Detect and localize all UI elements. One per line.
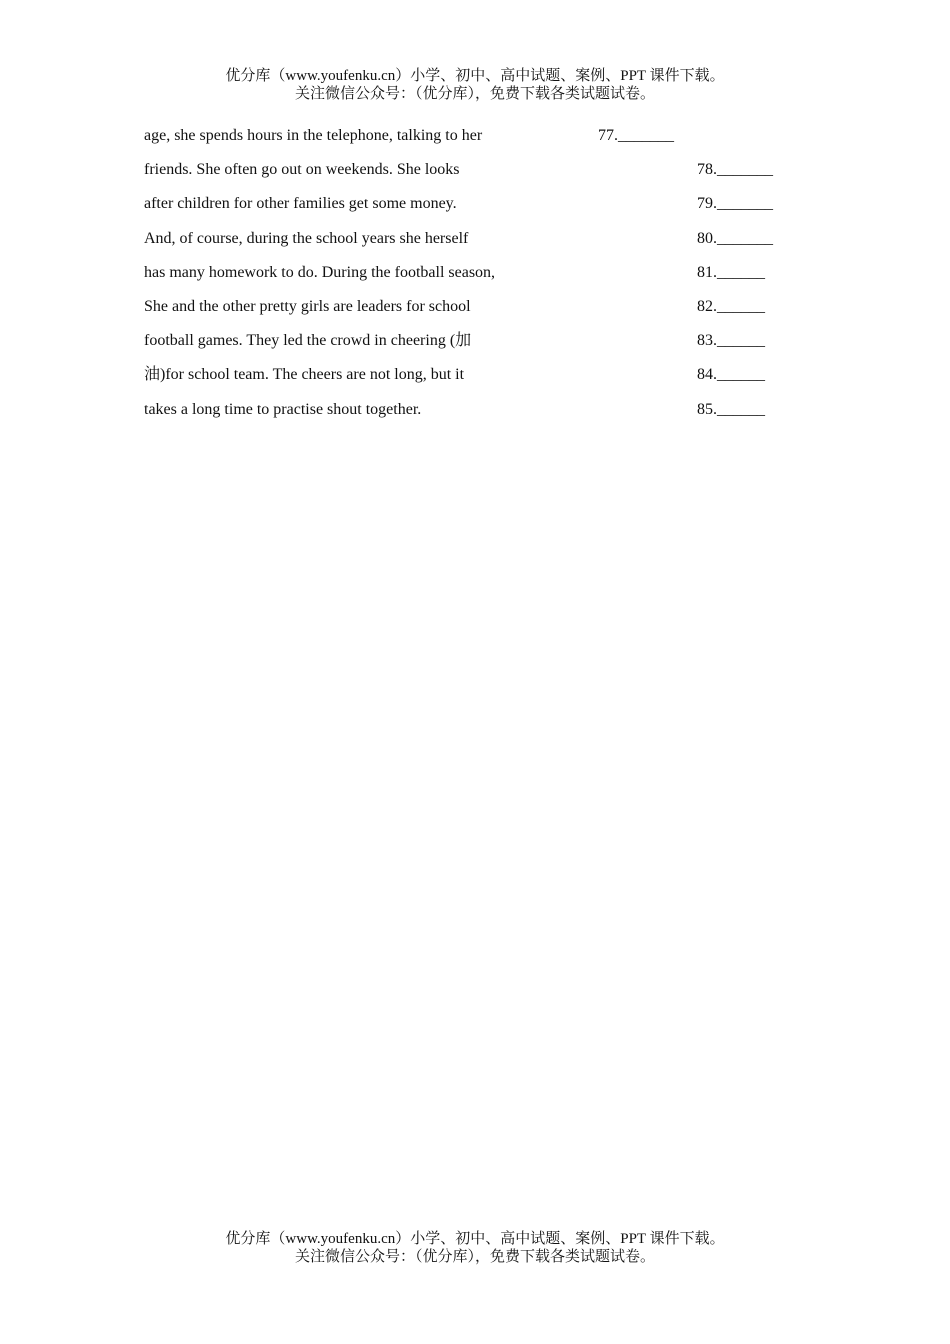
exercise-line [144, 331, 824, 365]
page-header [0, 67, 950, 103]
exercise-line [144, 263, 824, 297]
exercise-line-text: And, of course, during the school years she herself [144, 229, 469, 247]
footer-wechat-line: 关注微信公众号：（优分库），免费下载各类试题试卷。 [294, 1249, 655, 1265]
exercise-line [144, 160, 824, 194]
exercise-line-text: after children for other families get some money. [144, 195, 457, 213]
exercise-line [144, 365, 824, 399]
page-footer [0, 1230, 950, 1266]
exercise-line-text: friends. She often go out on weekends. She looks [144, 161, 460, 179]
answer-blank: 79._______ [697, 195, 773, 213]
exercise-line-text: 油)for school team. The cheers are not long, but it [144, 366, 465, 384]
footer-site-line: 优分库（www.youfenku.cn）小学、初中、高中试题、案例、PPT 课件下载。 [225, 1231, 725, 1247]
answer-blank: 81.______ [697, 263, 765, 281]
exercise-line-text: takes a long time to practise shout together. [144, 400, 422, 418]
answer-blank: 77._______ [598, 127, 674, 144]
exercise-line-text: age, she spends hours in the telephone, talking to her [144, 127, 483, 144]
exercise-line [144, 194, 824, 228]
header-site-line: 优分库（www.youfenku.cn）小学、初中、高中试题、案例、PPT 课件下载。 [225, 68, 725, 84]
header-wechat-line: 关注微信公众号：（优分库），免费下载各类试题试卷。 [294, 86, 655, 102]
answer-blank: 78._______ [697, 161, 773, 179]
answer-blank: 85.______ [697, 400, 765, 418]
answer-blank: 80._______ [697, 229, 773, 247]
exercise-line [144, 400, 824, 434]
answer-blank: 84.______ [697, 366, 765, 384]
answer-blank: 82.______ [697, 297, 765, 315]
exercise-line-text: has many homework to do. During the football season, [144, 263, 496, 281]
error-correction-exercise [144, 126, 824, 434]
answer-blank: 83.______ [697, 332, 765, 350]
exercise-line [144, 126, 824, 160]
exercise-line [144, 297, 824, 331]
exercise-line-text: She and the other pretty girls are leaders for school [144, 297, 471, 315]
exercise-line [144, 229, 824, 263]
exercise-line-text: football games. They led the crowd in cheering (加 [144, 332, 472, 350]
